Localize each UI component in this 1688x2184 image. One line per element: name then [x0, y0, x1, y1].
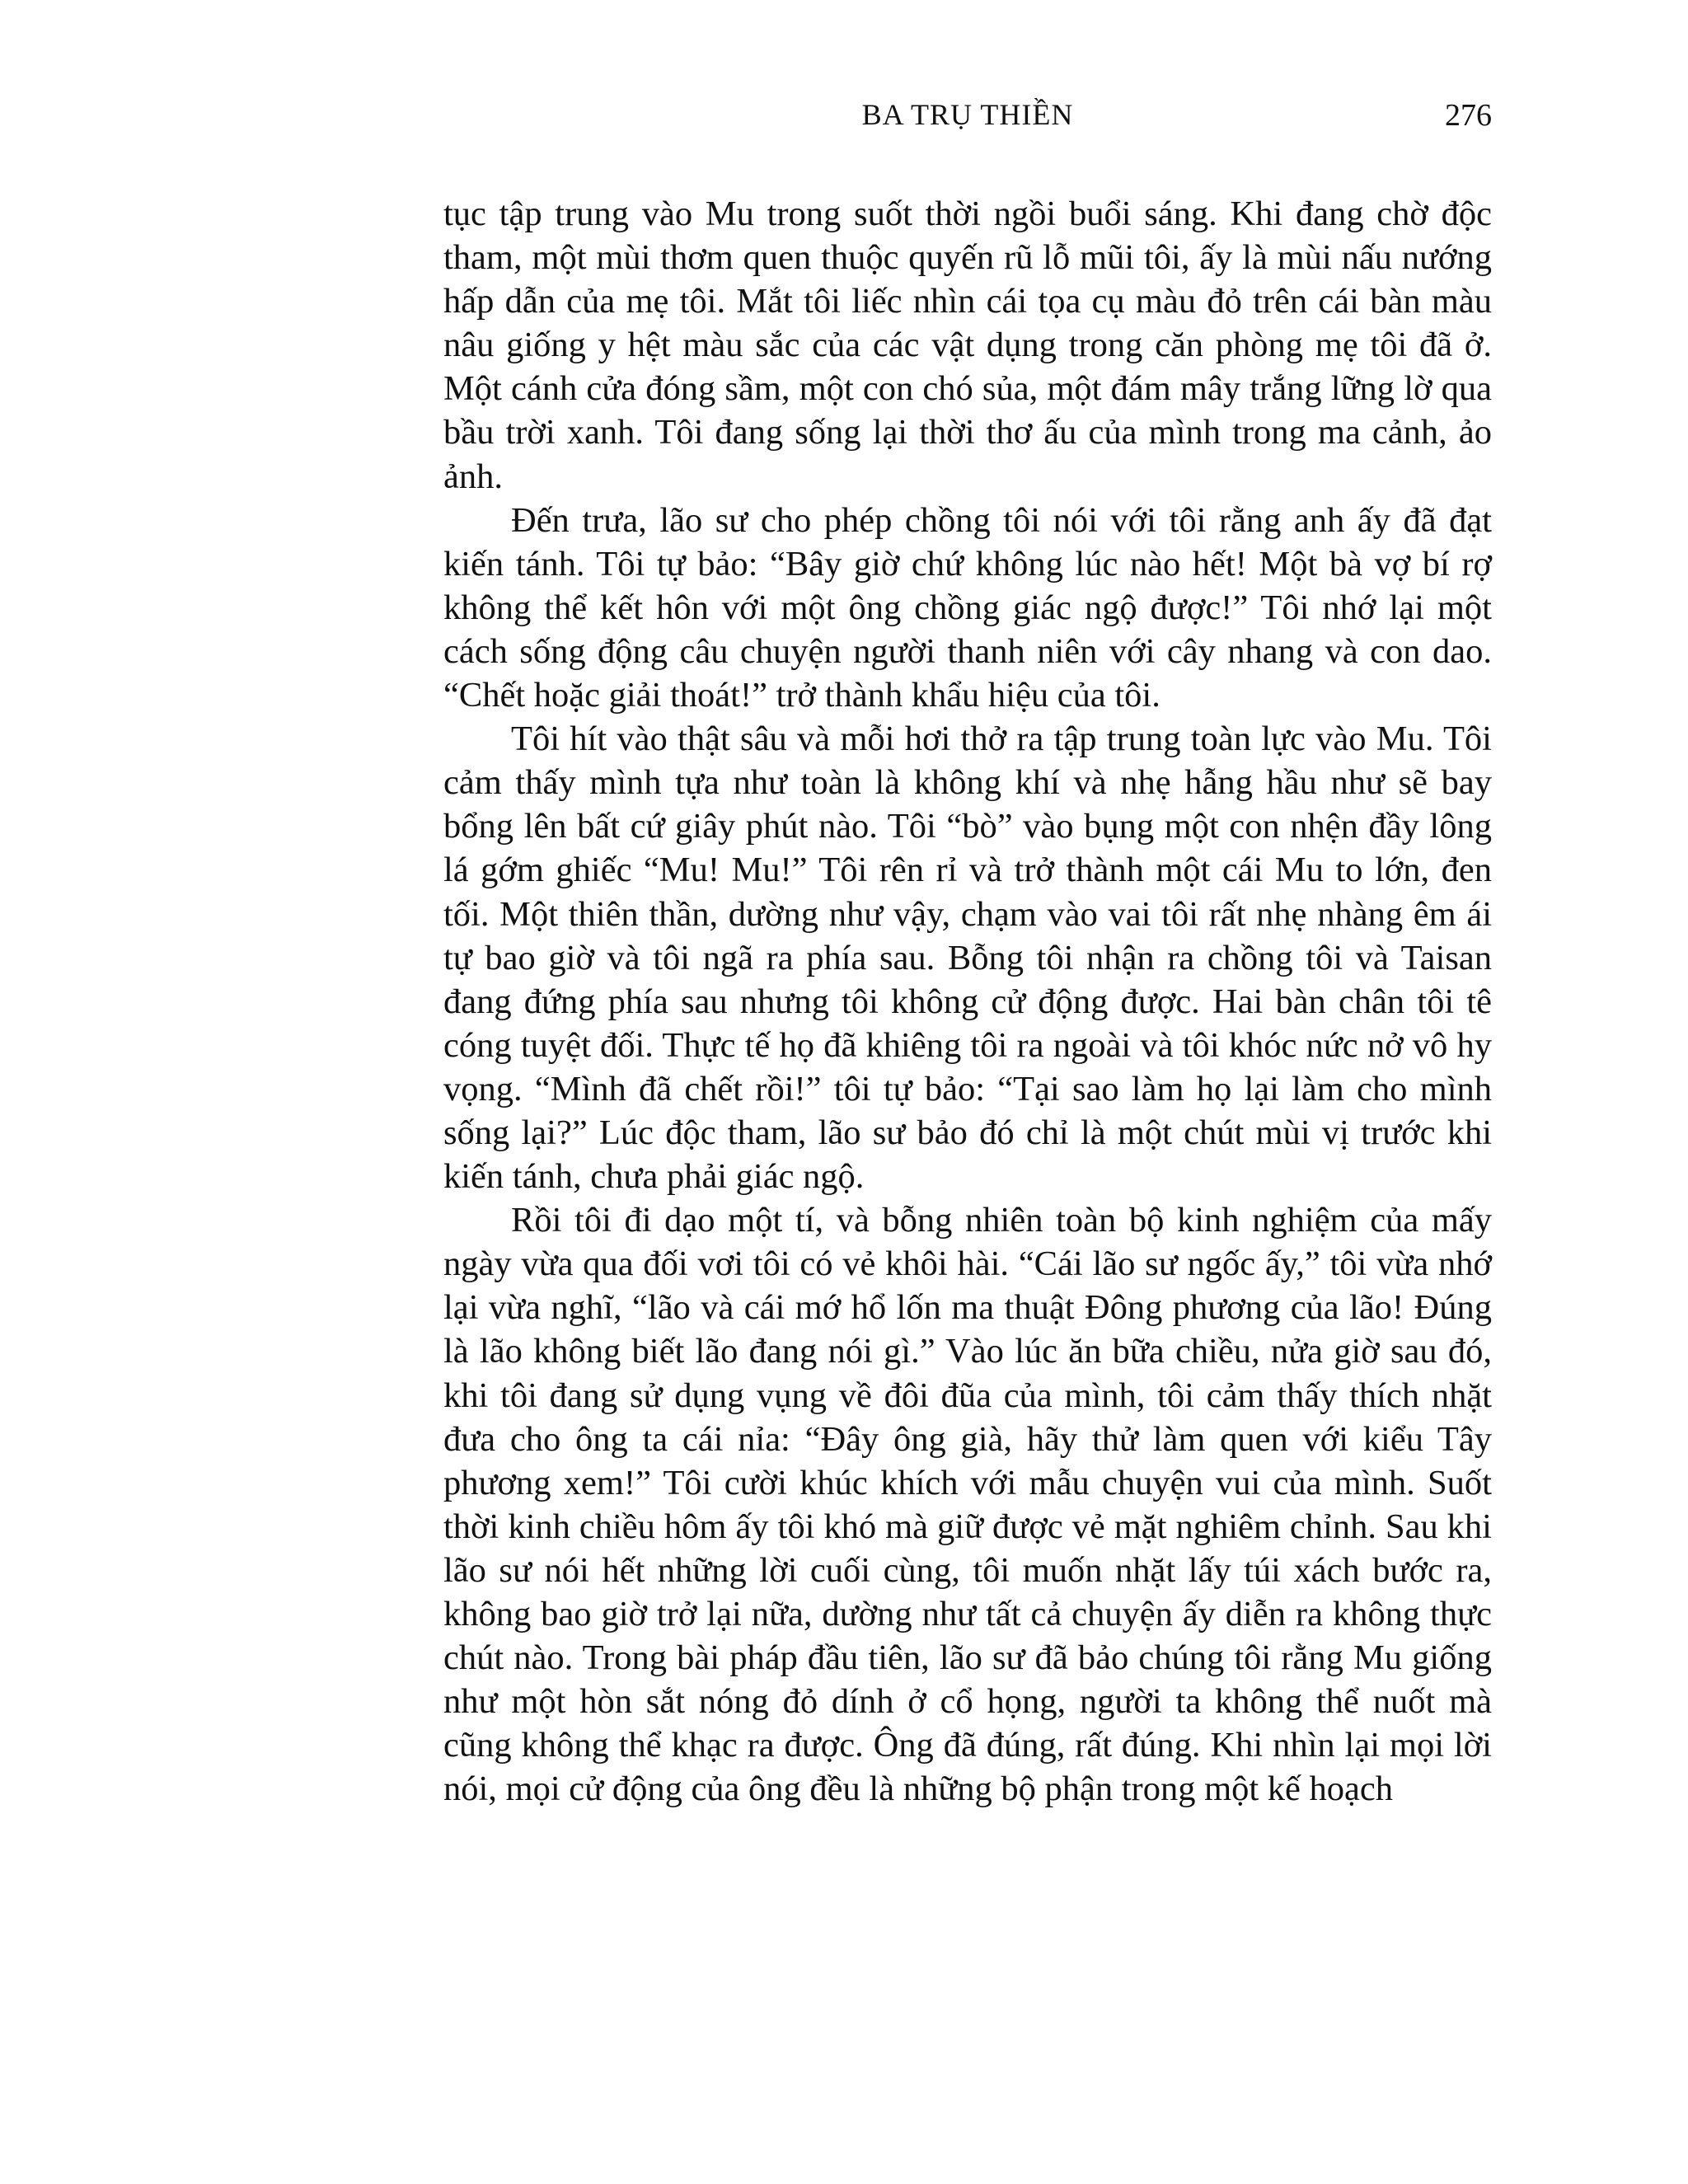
body-text [443, 192, 1492, 1811]
paragraph: tục tập trung vào Mu trong suốt thời ngồi buổi sáng. Khi đang chờ độc tham, một mùi thơm quen thuộc quyến rũ lỗ mũi tôi, ấy là mùi nấu nướng hấp dẫn của mẹ tôi. Mắt tôi liếc nhìn cái tọa cụ màu đỏ trên cái bàn màu nâu giống y hệt màu sắc của các vật dụng trong căn phòng mẹ tôi đã ở. Một cánh cửa đóng sầm, một con chó sủa, một đám mây trắng lững lờ qua bầu trời xanh. Tôi đang sống lại thời thơ ấu của mình trong ma cảnh, ảo ảnh. [443, 194, 1492, 496]
paragraph: Đến trưa, lão sư cho phép chồng tôi nói với tôi rằng anh ấy đã đạt kiến tánh. Tôi tự bảo: “Bây giờ chứ không lúc nào hết! Một bà vợ bí rợ không thể kết hôn với một ông chồng giác ngộ được!” Tôi nhớ lại một cách sống động câu chuyện người thanh niên với cây nhang và con dao. “Chết hoặc giải thoát!” trở thành khẩu hiệu của tôi. [443, 500, 1492, 715]
paragraph: Tôi hít vào thật sâu và mỗi hơi thở ra tập trung toàn lực vào Mu. Tôi cảm thấy mình tựa như toàn là không khí và nhẹ hẫng hầu như sẽ bay bổng lên bất cứ giây phút nào. Tôi “bò” vào bụng một con nhện đầy lông lá gớm ghiếc “Mu! Mu!” Tôi rên rỉ và trở thành một cái Mu to lớn, đen tối. Một thiên thần, dường như vậy, chạm vào vai tôi rất nhẹ nhàng êm ái tự bao giờ và tôi ngã ra phía sau. Bỗng tôi nhận ra chồng tôi và Taisan đang đứng phía sau nhưng tôi không cử động được. Hai bàn chân tôi tê cóng tuyệt đối. Thực tế họ đã khiêng tôi ra ngoài và tôi khóc nức nở vô hy vọng. “Mình đã chết rồi!” tôi tự bảo: “Tại sao làm họ lại làm cho mình sống lại?” Lúc độc tham, lão sư bảo đó chỉ là một chút mùi vị trước khi kiến tánh, chưa phải giác ngộ. [443, 719, 1492, 1197]
running-title: BA TRỤ THIỀN [861, 98, 1074, 131]
page-number: 276 [1445, 98, 1492, 133]
page-header [443, 97, 1492, 147]
paragraph: Rồi tôi đi dạo một tí, và bỗng nhiên toàn bộ kinh nghiệm của mấy ngày vừa qua đối vơi tôi có vẻ khôi hài. “Cái lão sư ngốc ấy,” tôi vừa nhớ lại vừa nghĩ, “lão và cái mớ hổ lốn ma thuật Đông phương của lão! Đúng là lão không biết lão đang nói gì.” Vào lúc ăn bữa chiều, nửa giờ sau đó, khi tôi đang sử dụng vụng về đôi đũa của mình, tôi cảm thấy thích nhặt đưa cho ông ta cái nỉa: “Đây ông già, hãy thử làm quen với kiểu Tây phương xem!” Tôi cười khúc khích với mẫu chuyện vui của mình. Suốt thời kinh chiều hôm ấy tôi khó mà giữ được vẻ mặt nghiêm chỉnh. Sau khi lão sư nói hết những lời cuối cùng, tôi muốn nhặt lấy túi xách bước ra, không bao giờ trở lại nữa, dường như tất cả chuyện ấy diễn ra không thực chút nào. Trong bài pháp đầu tiên, lão sư đã bảo chúng tôi rằng Mu giống như một hòn sắt nóng đỏ dính ở cổ họng, người ta không thể nuốt mà cũng không thể khạc ra được. Ông đã đúng, rất đúng. Khi nhìn lại mọi lời nói, mọi cử động của ông đều là những bộ phận trong một kế hoạch [443, 1201, 1492, 1809]
